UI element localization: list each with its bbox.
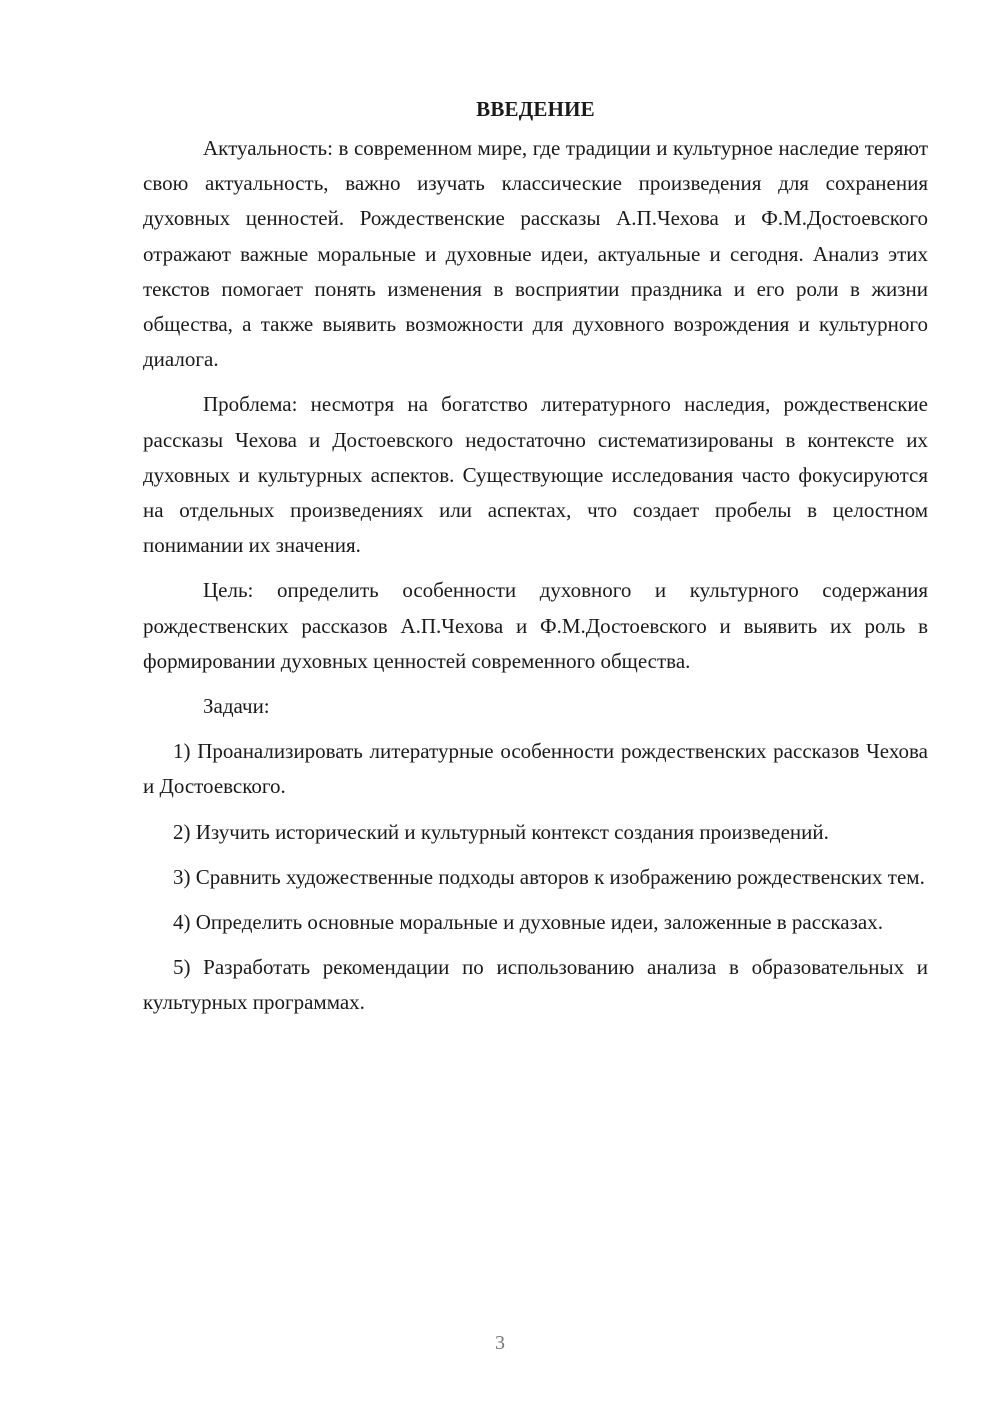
task-item-1: 1) Проанализировать литературные особенности рождественских рассказов Чехова и Достоевского. xyxy=(143,739,928,799)
tasks-title: Задачи: xyxy=(203,694,270,719)
task-item-5: 5) Разработать рекомендации по использованию анализа в образовательных и культурных программах. xyxy=(143,955,928,1015)
problem-paragraph: Проблема: несмотря на богатство литературного наследия, рождественские рассказы Чехова и Достоевского недостаточно систематизированы в контексте их духовных и культурных аспектов. Существующие исследования часто фокусируются на отдельных произведениях или аспектах, что создает пробелы в целостном понимании их значения. xyxy=(143,392,928,558)
task-item-4: 4) Определить основные моральные и духовные идеи, заложенные в рассказах. xyxy=(173,910,883,935)
task-item-2: 2) Изучить исторический и культурный контекст создания произведений. xyxy=(173,819,829,844)
relevance-paragraph: Актуальность: в современном мире, где традиции и культурное наследие теряют свою актуальность, важно изучать классические произведения для сохранения духовных ценностей. Рождественские рассказы А.П.Чехова и Ф.М.Достоевского отражают важные моральные и духовные идеи, актуальные и сегодня. Анализ этих текстов помогает понять изменения в восприятии праздника и его роли в жизни общества, а также выявить возможности для духовного возрождения и культурного диалога. xyxy=(143,136,928,372)
page-number: 3 xyxy=(495,1332,505,1354)
page-content xyxy=(143,92,928,1031)
goal-paragraph: Цель: определить особенности духовного и культурного содержания рождественских рассказов А.П.Чехова и Ф.М.Достоевского и выявить их роль в формировании духовных ценностей современного общества. xyxy=(143,578,928,673)
task-item-3: 3) Сравнить художественные подходы авторов к изображению рождественских тем. xyxy=(173,864,925,889)
section-heading: ВВЕДЕНИЕ xyxy=(476,97,595,121)
